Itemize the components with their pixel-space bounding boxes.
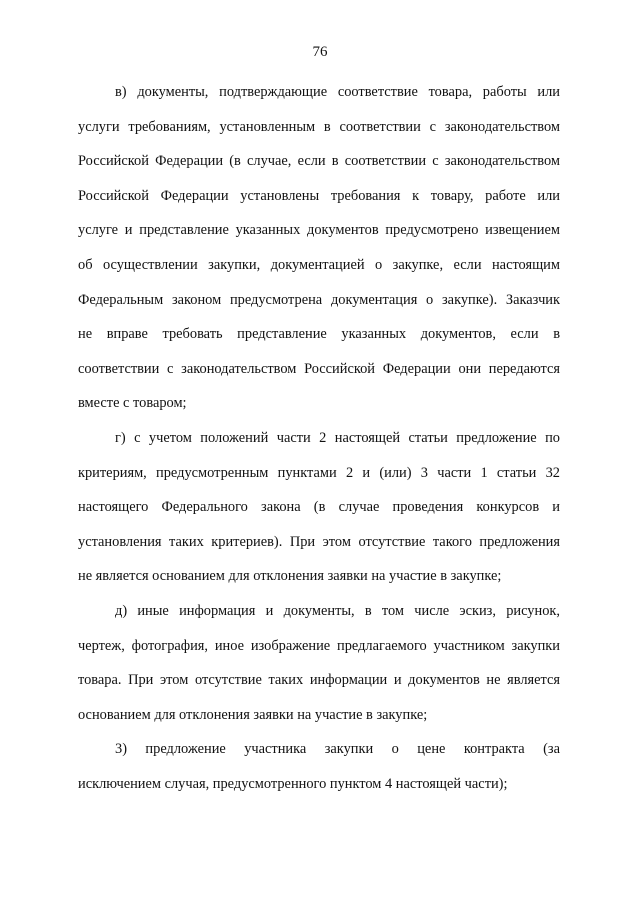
text-line: услуги требованиям, установленным в соответствии с законодательством (78, 118, 560, 135)
text-line: услуге и представление указанных документов предусмотрено извещением (78, 222, 560, 239)
text-line: Российской Федерации (в случае, если в соответствии с законодательством (78, 153, 560, 170)
text-line: не вправе требовать представление указанных документов, если в (78, 326, 560, 343)
text-line: в) документы, подтверждающие соответствие товара, работы или (115, 84, 560, 100)
paragraph-g (78, 421, 560, 594)
paragraph-d (78, 594, 560, 732)
text-line: товара. При этом отсутствие таких информации и документов не является (78, 672, 560, 689)
text-line: Российской Федерации установлены требования к товару, работе или (78, 187, 560, 204)
paragraph-3 (78, 732, 560, 801)
text-line: д) иные информация и документы, в том числе эскиз, рисунок, (115, 602, 560, 619)
document-body (78, 75, 560, 801)
text-line: установления таких критериев). При этом отсутствие такого предложения (78, 533, 560, 550)
text-line: Федеральным законом предусмотрена документация о закупке). Заказчик (78, 291, 560, 308)
text-line: 3) предложение участника закупки о цене контракта (за (115, 741, 560, 758)
text-line: настоящего Федерального закона (в случае проведения конкурсов и (78, 499, 560, 516)
page-number: 76 (312, 44, 328, 60)
text-line: соответствии с законодательством Российской Федерации они передаются (78, 360, 560, 377)
paragraph-v (78, 75, 560, 421)
text-line: критериям, предусмотренным пунктами 2 и (или) 3 части 1 статьи 32 (78, 464, 560, 481)
text-line: об осуществлении закупки, документацией о закупке, если настоящим (78, 256, 560, 273)
text-line: не является основанием для отклонения заявки на участие в закупке; (78, 568, 502, 585)
text-line: основанием для отклонения заявки на участие в закупке; (78, 706, 428, 723)
text-line: чертеж, фотография, иное изображение предлагаемого участником закупки (78, 637, 560, 654)
text-line: г) с учетом положений части 2 настоящей статьи предложение по (115, 429, 560, 446)
text-line: вместе с товаром; (78, 395, 187, 412)
text-line: исключением случая, предусмотренного пунктом 4 настоящей части); (78, 775, 508, 792)
